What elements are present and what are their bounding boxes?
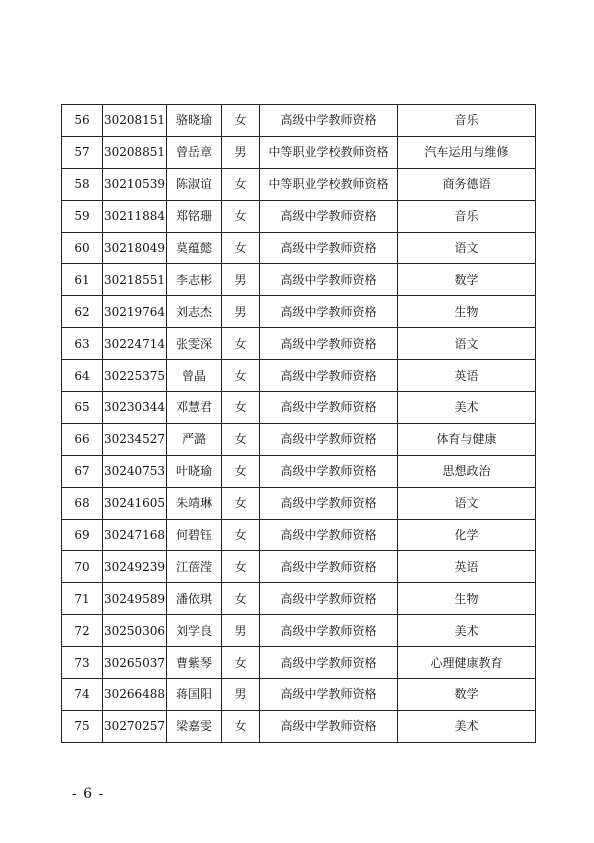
candidate-id-cell: 30241605 [103,487,167,519]
qualification-cell: 高级中学教师资格 [260,264,398,296]
table-row [62,200,536,232]
candidate-id-cell: 30249239 [103,551,167,583]
subject-cell: 心理健康教育 [398,647,536,679]
qualification-cell: 中等职业学校教师资格 [260,136,398,168]
subject-cell: 语文 [398,487,536,519]
row-number-cell: 60 [62,232,103,264]
subject-cell: 化学 [398,519,536,551]
qualification-cell: 高级中学教师资格 [260,679,398,711]
qualification-cell: 高级中学教师资格 [260,392,398,424]
table-row [62,360,536,392]
candidate-id-cell: 30234527 [103,423,167,455]
name-cell: 朱靖琳 [167,487,222,519]
subject-cell: 思想政治 [398,455,536,487]
candidate-id-cell: 30218049 [103,232,167,264]
gender-cell: 男 [222,615,260,647]
qualification-cell: 高级中学教师资格 [260,423,398,455]
subject-cell: 商务德语 [398,168,536,200]
candidate-id-cell: 30265037 [103,647,167,679]
qualification-cell: 高级中学教师资格 [260,519,398,551]
name-cell: 梁嘉雯 [167,710,222,742]
row-number-cell: 63 [62,328,103,360]
gender-cell: 男 [222,296,260,328]
qualification-cell: 高级中学教师资格 [260,487,398,519]
candidate-id-cell: 30270257 [103,710,167,742]
name-cell: 陈淑谊 [167,168,222,200]
qualification-cell: 高级中学教师资格 [260,360,398,392]
candidate-id-cell: 30211884 [103,200,167,232]
table-row [62,487,536,519]
subject-cell: 英语 [398,551,536,583]
subject-cell: 美术 [398,710,536,742]
subject-cell: 数学 [398,679,536,711]
name-cell: 蒋国阳 [167,679,222,711]
candidate-id-cell: 30249589 [103,583,167,615]
table-row [62,647,536,679]
row-number-cell: 65 [62,392,103,424]
name-cell: 骆晓瑜 [167,105,222,137]
subject-cell: 美术 [398,392,536,424]
candidate-id-cell: 30247168 [103,519,167,551]
qualification-cell: 高级中学教师资格 [260,551,398,583]
candidate-id-cell: 30208851 [103,136,167,168]
table-row [62,455,536,487]
gender-cell: 男 [222,136,260,168]
row-number-cell: 75 [62,710,103,742]
row-number-cell: 62 [62,296,103,328]
gender-cell: 女 [222,710,260,742]
name-cell: 何碧钰 [167,519,222,551]
table-row [62,232,536,264]
subject-cell: 语文 [398,232,536,264]
row-number-cell: 74 [62,679,103,711]
row-number-cell: 70 [62,551,103,583]
row-number-cell: 68 [62,487,103,519]
candidate-id-cell: 30225375 [103,360,167,392]
gender-cell: 女 [222,392,260,424]
gender-cell: 女 [222,360,260,392]
row-number-cell: 56 [62,105,103,137]
subject-cell: 生物 [398,583,536,615]
gender-cell: 女 [222,423,260,455]
candidate-id-cell: 30219764 [103,296,167,328]
row-number-cell: 71 [62,583,103,615]
candidate-id-cell: 30230344 [103,392,167,424]
table-row [62,168,536,200]
qualification-cell: 高级中学教师资格 [260,710,398,742]
gender-cell: 女 [222,200,260,232]
qualification-cell: 高级中学教师资格 [260,105,398,137]
gender-cell: 女 [222,232,260,264]
candidate-id-cell: 30218551 [103,264,167,296]
gender-cell: 男 [222,264,260,296]
qualification-cell: 高级中学教师资格 [260,296,398,328]
row-number-cell: 58 [62,168,103,200]
name-cell: 刘学良 [167,615,222,647]
name-cell: 郑铭珊 [167,200,222,232]
subject-cell: 体育与健康 [398,423,536,455]
gender-cell: 女 [222,487,260,519]
table-body [62,105,536,743]
gender-cell: 女 [222,168,260,200]
name-cell: 邓慧君 [167,392,222,424]
candidate-id-cell: 30240753 [103,455,167,487]
table-row [62,679,536,711]
candidate-id-cell: 30208151 [103,105,167,137]
gender-cell: 女 [222,519,260,551]
qualification-cell: 中等职业学校教师资格 [260,168,398,200]
gender-cell: 女 [222,647,260,679]
table-row [62,423,536,455]
qualification-cell: 高级中学教师资格 [260,455,398,487]
candidate-id-cell: 30224714 [103,328,167,360]
table-row [62,264,536,296]
gender-cell: 女 [222,455,260,487]
row-number-cell: 59 [62,200,103,232]
table-row [62,519,536,551]
name-cell: 曹紫琴 [167,647,222,679]
name-cell: 刘志杰 [167,296,222,328]
candidate-id-cell: 30250306 [103,615,167,647]
subject-cell: 汽车运用与维修 [398,136,536,168]
name-cell: 严潞 [167,423,222,455]
subject-cell: 语文 [398,328,536,360]
qualification-cell: 高级中学教师资格 [260,583,398,615]
gender-cell: 女 [222,328,260,360]
qualification-cell: 高级中学教师资格 [260,615,398,647]
row-number-cell: 64 [62,360,103,392]
name-cell: 潘依琪 [167,583,222,615]
qualification-cell: 高级中学教师资格 [260,232,398,264]
table-row [62,392,536,424]
candidate-id-cell: 30210539 [103,168,167,200]
row-number-cell: 72 [62,615,103,647]
table-row [62,296,536,328]
candidate-id-cell: 30266488 [103,679,167,711]
gender-cell: 女 [222,551,260,583]
table-row [62,710,536,742]
table-row [62,328,536,360]
table-row [62,583,536,615]
name-cell: 莫蕴懿 [167,232,222,264]
subject-cell: 音乐 [398,200,536,232]
table-row [62,105,536,137]
table-row [62,615,536,647]
row-number-cell: 73 [62,647,103,679]
row-number-cell: 66 [62,423,103,455]
subject-cell: 生物 [398,296,536,328]
row-number-cell: 67 [62,455,103,487]
subject-cell: 音乐 [398,105,536,137]
qualification-cell: 高级中学教师资格 [260,647,398,679]
table-row [62,136,536,168]
name-cell: 曾岳章 [167,136,222,168]
subject-cell: 数学 [398,264,536,296]
row-number-cell: 69 [62,519,103,551]
teacher-qualification-table [61,104,536,743]
name-cell: 江蓓滢 [167,551,222,583]
gender-cell: 女 [222,583,260,615]
gender-cell: 男 [222,679,260,711]
name-cell: 张雯深 [167,328,222,360]
row-number-cell: 57 [62,136,103,168]
page-number: - 6 - [72,786,105,802]
gender-cell: 女 [222,105,260,137]
name-cell: 曾晶 [167,360,222,392]
name-cell: 李志彬 [167,264,222,296]
subject-cell: 美术 [398,615,536,647]
name-cell: 叶晓瑜 [167,455,222,487]
subject-cell: 英语 [398,360,536,392]
table-row [62,551,536,583]
qualification-cell: 高级中学教师资格 [260,200,398,232]
qualification-cell: 高级中学教师资格 [260,328,398,360]
row-number-cell: 61 [62,264,103,296]
